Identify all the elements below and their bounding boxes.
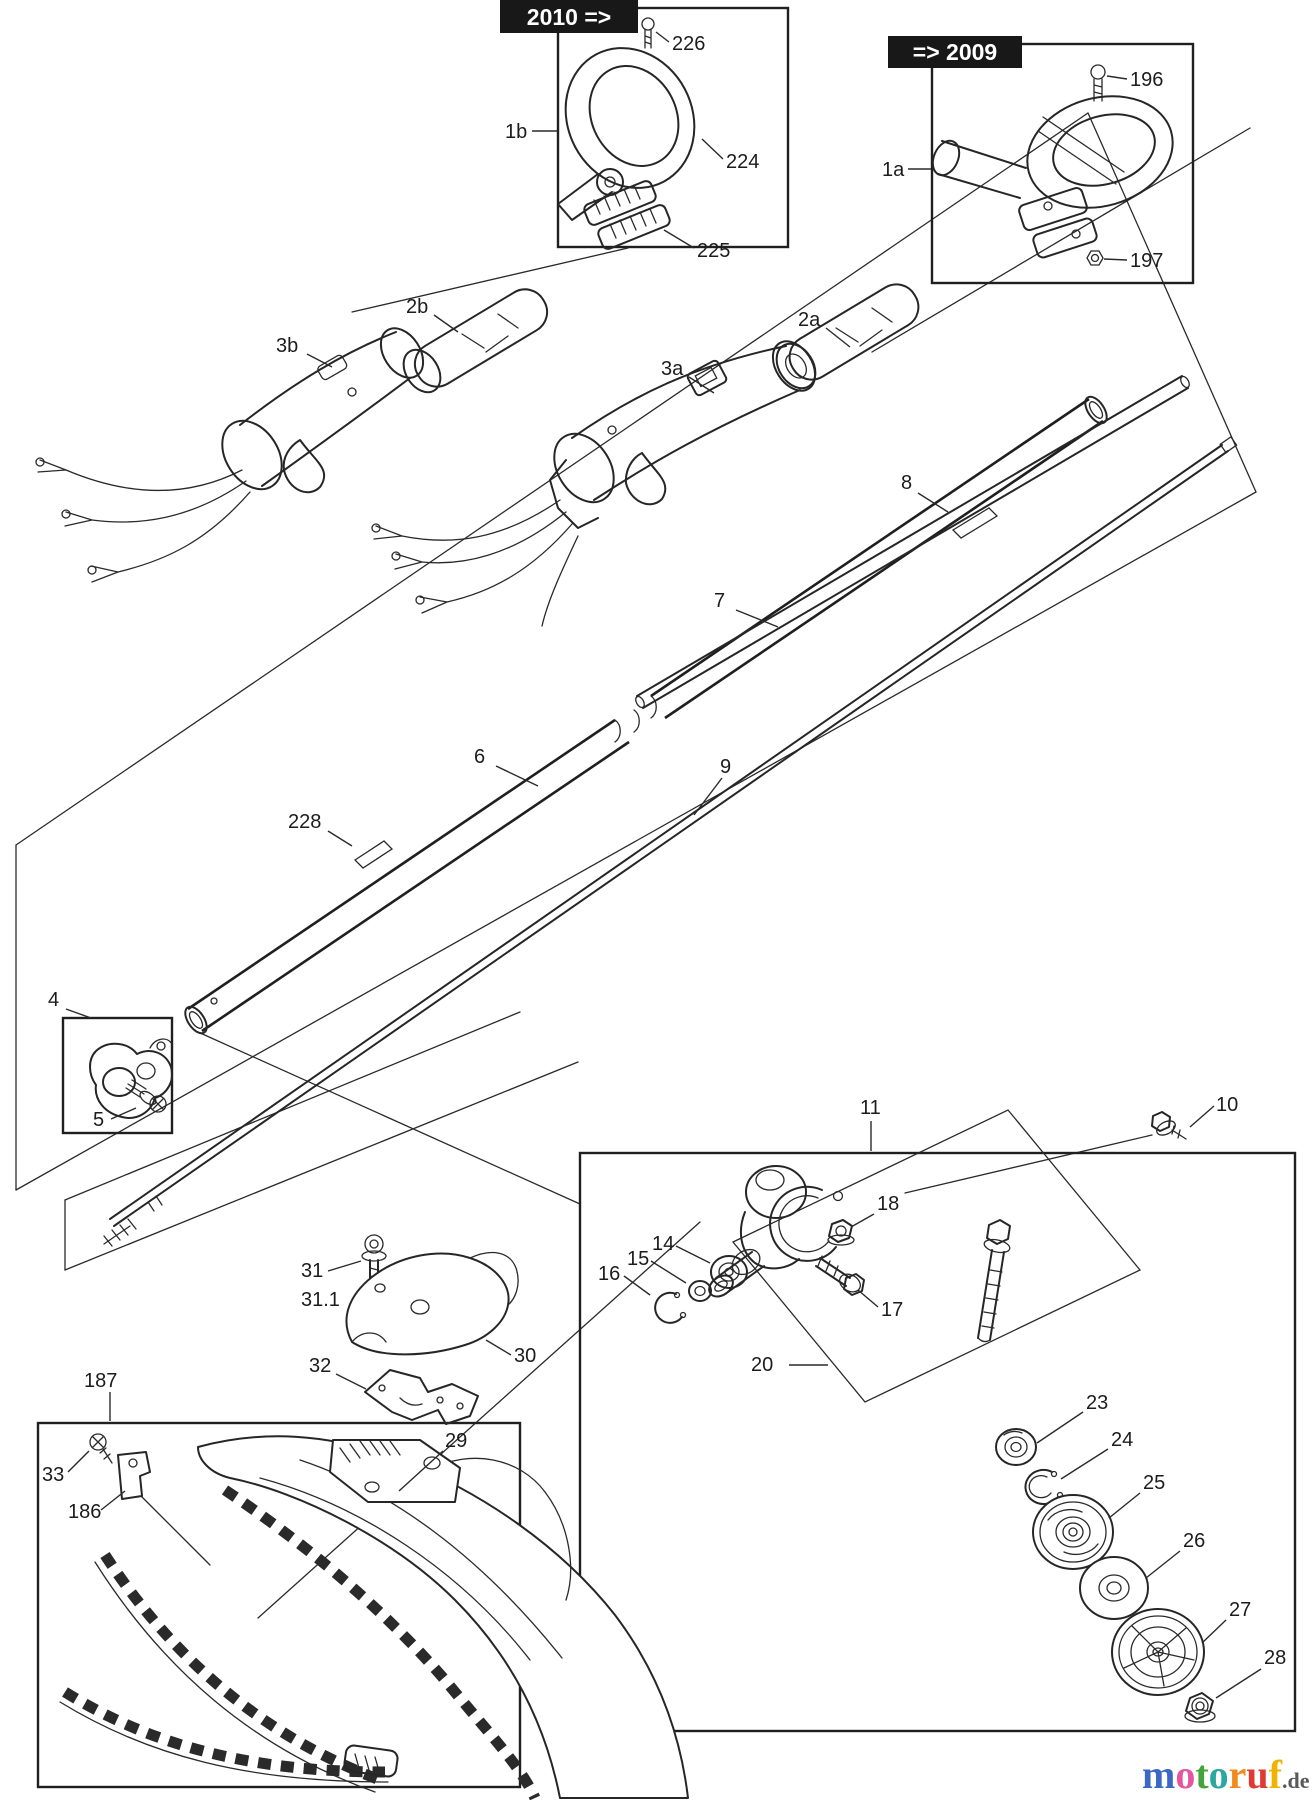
bolt-17 <box>816 1256 864 1295</box>
nut-197 <box>1087 251 1103 265</box>
part-label-28: 28 <box>1264 1647 1287 1669</box>
housing-front-cap <box>372 321 432 386</box>
clamp-lug-hole <box>834 1192 843 1201</box>
part-label-186: 186 <box>68 1501 102 1523</box>
part-label-29: 29 <box>445 1430 468 1452</box>
part-label-11: 11 <box>860 1097 881 1119</box>
clamp-upper <box>1018 186 1089 231</box>
clamp-ring-inner <box>779 1196 829 1252</box>
screw-226-shaft <box>645 30 651 48</box>
leader-4 <box>66 1009 91 1018</box>
loop-strap <box>1038 117 1124 184</box>
part-label-4: 4 <box>48 989 60 1011</box>
part-label-1b: 1b <box>505 121 528 143</box>
bearing-23 <box>996 1429 1036 1465</box>
part-label-14: 14 <box>652 1233 675 1255</box>
leader-18 <box>851 1214 874 1227</box>
leader-224 <box>702 139 723 159</box>
part-label-225: 225 <box>697 240 731 262</box>
part-label-10: 10 <box>1216 1094 1239 1116</box>
leader-handle-box-2010 <box>352 248 628 312</box>
bolt-20 <box>978 1220 1011 1342</box>
leader-15 <box>651 1261 686 1283</box>
part-label-31: 31 <box>301 1260 324 1282</box>
era-label-2010: 2010 => <box>526 4 612 30</box>
washer-26 <box>1080 1557 1148 1619</box>
part-label-3b: 3b <box>276 335 299 357</box>
part-label-2b: 2b <box>406 296 429 318</box>
part-label-23: 23 <box>1086 1392 1109 1414</box>
part-label-7: 7 <box>714 590 726 612</box>
housing-bottom <box>594 390 800 500</box>
leader-27 <box>1202 1620 1226 1643</box>
part-label-196: 196 <box>1130 69 1164 91</box>
part-label-6: 6 <box>474 746 486 768</box>
leader-186 <box>101 1491 125 1510</box>
washer-15 <box>689 1281 711 1301</box>
loop-outer <box>1014 80 1186 225</box>
leader-30 <box>486 1340 511 1355</box>
leader-3a <box>689 377 714 393</box>
shaft-region-bottom-edge <box>16 492 1256 1190</box>
main-shaft-tube-6 <box>181 393 1111 1037</box>
grip-bar <box>938 141 1026 198</box>
part-label-30: 30 <box>514 1345 537 1367</box>
screw-33 <box>90 1434 112 1463</box>
cover-bracket-30 <box>346 1253 518 1355</box>
leader-196 <box>1107 76 1127 79</box>
nut-28 <box>1185 1693 1215 1722</box>
part-label-18: 18 <box>877 1193 900 1215</box>
gearbox-cap <box>756 1170 784 1190</box>
flange-nut-18 <box>828 1220 854 1245</box>
leader-225 <box>664 230 694 248</box>
leader-screw10-position <box>905 1135 1152 1193</box>
clamp-plate-32 <box>365 1370 478 1424</box>
leader-32 <box>336 1374 366 1389</box>
bar-handle-1a <box>928 65 1186 265</box>
leader-2b <box>434 315 458 332</box>
inner-liner-tube-7 <box>634 375 1191 709</box>
switch-housing <box>686 359 727 396</box>
decal-228 <box>355 841 392 868</box>
leader-24 <box>1061 1449 1108 1479</box>
part-label-3a: 3a <box>661 358 684 380</box>
part-label-27: 27 <box>1229 1599 1252 1621</box>
guard-assembly <box>60 1235 688 1798</box>
screw-dot <box>348 388 356 396</box>
part-label-228: 228 <box>288 811 322 833</box>
throttle-handle-3b <box>36 321 432 582</box>
leader-14 <box>676 1246 710 1263</box>
leader-31 <box>328 1261 361 1271</box>
leader-25 <box>1109 1493 1140 1518</box>
screw-10 <box>1152 1112 1186 1139</box>
motoruf-watermark <box>1142 1752 1310 1797</box>
handle-clamp-225 <box>583 179 672 250</box>
part-label-5: 5 <box>93 1109 105 1131</box>
throttle-wires-3b <box>36 458 250 582</box>
shield-29 <box>198 1436 688 1798</box>
part-label-226: 226 <box>672 33 706 55</box>
part-label-24: 24 <box>1111 1429 1134 1451</box>
screw-196 <box>1091 65 1105 79</box>
output-snout <box>716 1252 764 1292</box>
leader-2a <box>826 328 850 347</box>
part-label-25: 25 <box>1143 1472 1166 1494</box>
leader-33 <box>68 1451 89 1472</box>
part-label-31.1: 31.1 <box>301 1289 340 1311</box>
leader-197 <box>1104 259 1127 260</box>
era-boxes <box>500 0 1022 68</box>
snap-ring-16 <box>655 1293 685 1323</box>
part-label-26: 26 <box>1183 1530 1206 1552</box>
part-label-224: 224 <box>726 151 760 173</box>
bearing-14 <box>711 1256 747 1288</box>
part-label-187: 187 <box>84 1370 118 1392</box>
part-label-32: 32 <box>309 1355 332 1377</box>
screw-dot <box>608 426 616 434</box>
line-blade-186 <box>118 1452 210 1565</box>
leader-17 <box>858 1290 878 1307</box>
part-label-8: 8 <box>901 472 913 494</box>
clamp-hole <box>1044 202 1052 210</box>
leader-8 <box>918 493 948 512</box>
part-label-15: 15 <box>627 1248 650 1270</box>
gearbox-small-parts <box>655 1112 1186 1342</box>
gearbox-dome <box>746 1166 806 1218</box>
switch-detail <box>316 354 348 381</box>
era-label-2009: => 2009 <box>912 39 998 65</box>
leader-10 <box>1190 1106 1214 1127</box>
drum-pulley-25 <box>1033 1495 1113 1569</box>
flexible-drive-shaft-9 <box>104 437 1237 1246</box>
zoom-region-outlines <box>16 113 1256 1618</box>
clutch-drum-stack <box>996 1429 1215 1722</box>
cup-washer-27 <box>1112 1609 1204 1695</box>
grip-2a <box>769 277 927 396</box>
part-label-197: 197 <box>1130 250 1164 272</box>
loop-handle-inner <box>573 50 696 181</box>
motoruf-logo-text: motoruf.de <box>1142 1752 1310 1797</box>
shaft-region-right-edge <box>1088 113 1256 492</box>
part-label-20: 20 <box>751 1354 774 1376</box>
hanger-clamp-4 <box>90 1039 172 1118</box>
leader-28 <box>1216 1669 1261 1698</box>
screw-5 <box>126 1080 166 1112</box>
housing-top <box>240 332 396 425</box>
leader-228 <box>328 831 352 846</box>
part-label-1a: 1a <box>882 159 905 181</box>
leader-26 <box>1146 1551 1180 1578</box>
guard-region-top-edge <box>65 1012 520 1200</box>
part-label-16: 16 <box>598 1263 621 1285</box>
part-label-17: 17 <box>881 1299 904 1321</box>
part-label-33: 33 <box>42 1464 65 1486</box>
throttle-wires-3a <box>372 500 578 626</box>
leader-226 <box>656 32 669 42</box>
leader-23 <box>1037 1412 1083 1443</box>
part-label-2a: 2a <box>798 309 821 331</box>
screw-226 <box>642 18 654 30</box>
housing-rear-cap <box>210 410 294 500</box>
part-label-9: 9 <box>720 756 732 778</box>
